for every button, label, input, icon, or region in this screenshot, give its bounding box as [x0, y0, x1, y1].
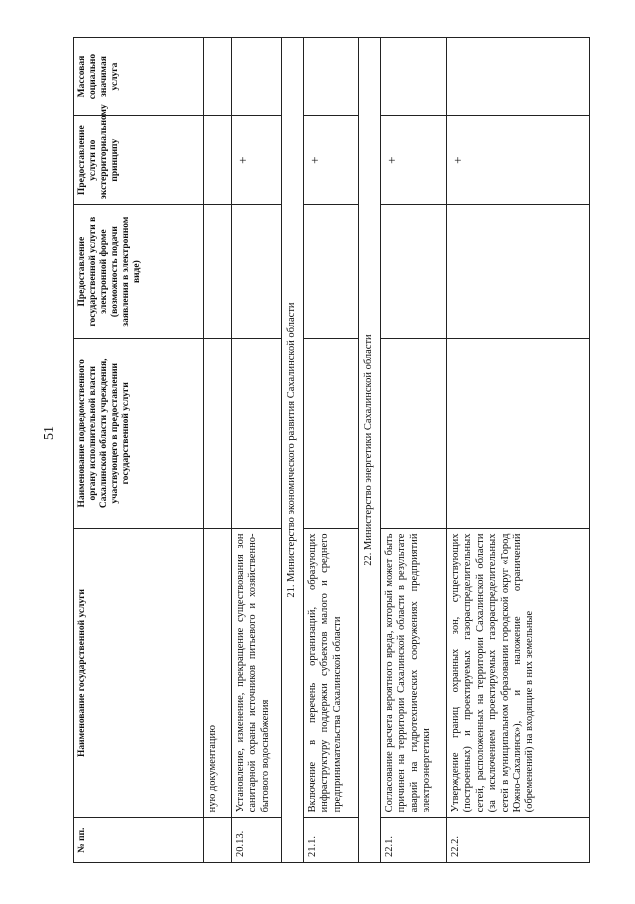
header-mass: Массовая социально значимая услуга — [74, 38, 204, 116]
page-number: 51 — [42, 426, 57, 440]
row-electronic — [447, 205, 590, 339]
header-service: Наименование государственной услуги — [74, 528, 204, 818]
row-service: Утверждение границ охранных зон, существующих (построенных) и проектируемых газораспределительных сетей, расположенных на территории Сахалинской области (за исключением проектируемых газораспределительных сетей в муниципальном образовании городской округ «Город Южно-Сахалинск»), и наложение ограничений (обременений) на входящие в них земельные — [447, 528, 590, 818]
row-mass — [381, 38, 447, 116]
row-electronic — [381, 205, 447, 339]
row-agency — [381, 339, 447, 529]
section-title: 22. Министерство энергетики Сахалинской области — [359, 38, 381, 863]
header-extraterritorial: Предоставление услуги по экстерриториальному принципу — [74, 116, 204, 205]
row-mass — [204, 38, 232, 116]
row-num: 22.1. — [381, 818, 447, 863]
row-service: ную документацию — [204, 528, 232, 818]
row-num — [204, 818, 232, 863]
row-mass — [232, 38, 282, 116]
row-extraterritorial: + — [381, 116, 447, 205]
table-row — [304, 38, 359, 863]
section-title: 21. Министерство экономического развития Сахалинской области — [282, 38, 304, 863]
row-extraterritorial: + — [447, 116, 590, 205]
row-extraterritorial: + — [232, 116, 282, 205]
section-row — [282, 38, 304, 863]
table-row — [447, 38, 590, 863]
header-num: № пп. — [74, 818, 204, 863]
table-row — [232, 38, 282, 863]
row-agency — [204, 339, 232, 529]
row-electronic — [232, 205, 282, 339]
row-mass — [447, 38, 590, 116]
row-extraterritorial: + — [304, 116, 359, 205]
row-agency — [304, 339, 359, 529]
services-table-page — [73, 37, 590, 863]
row-agency — [447, 339, 590, 529]
row-num: 20.13. — [232, 818, 282, 863]
row-agency — [232, 339, 282, 529]
section-row — [359, 38, 381, 863]
row-electronic — [204, 205, 232, 339]
row-electronic — [304, 205, 359, 339]
header-agency: Наименование подведомственного органу исполнительной власти Сахалинской области учреждения, участвующего в предоставлении государственной услуги — [74, 339, 204, 529]
table-row — [381, 38, 447, 863]
header-row — [74, 38, 204, 863]
row-service: Установление, изменение, прекращение существования зон санитарной охраны источников питьевого и хозяйственно-бытового водоснабжения — [232, 528, 282, 818]
row-service: Согласование расчета вероятного вреда, который может быть причинен на территории Сахалинской области в результате аварий на гидротехнических сооружениях предприятий электроэнергетики — [381, 528, 447, 818]
row-service: Включение в перечень организаций, образующих инфраструктуру поддержки субъектов малого и среднего предпринимательства Сахалинской области — [304, 528, 359, 818]
table-row — [204, 38, 232, 863]
services-table — [73, 37, 590, 863]
row-mass — [304, 38, 359, 116]
header-electronic: Предоставление государственной услуги в электронной форме (возможность подачи заявления в электронном виде) — [74, 205, 204, 339]
row-extraterritorial — [204, 116, 232, 205]
row-num: 22.2. — [447, 818, 590, 863]
row-num: 21.1. — [304, 818, 359, 863]
